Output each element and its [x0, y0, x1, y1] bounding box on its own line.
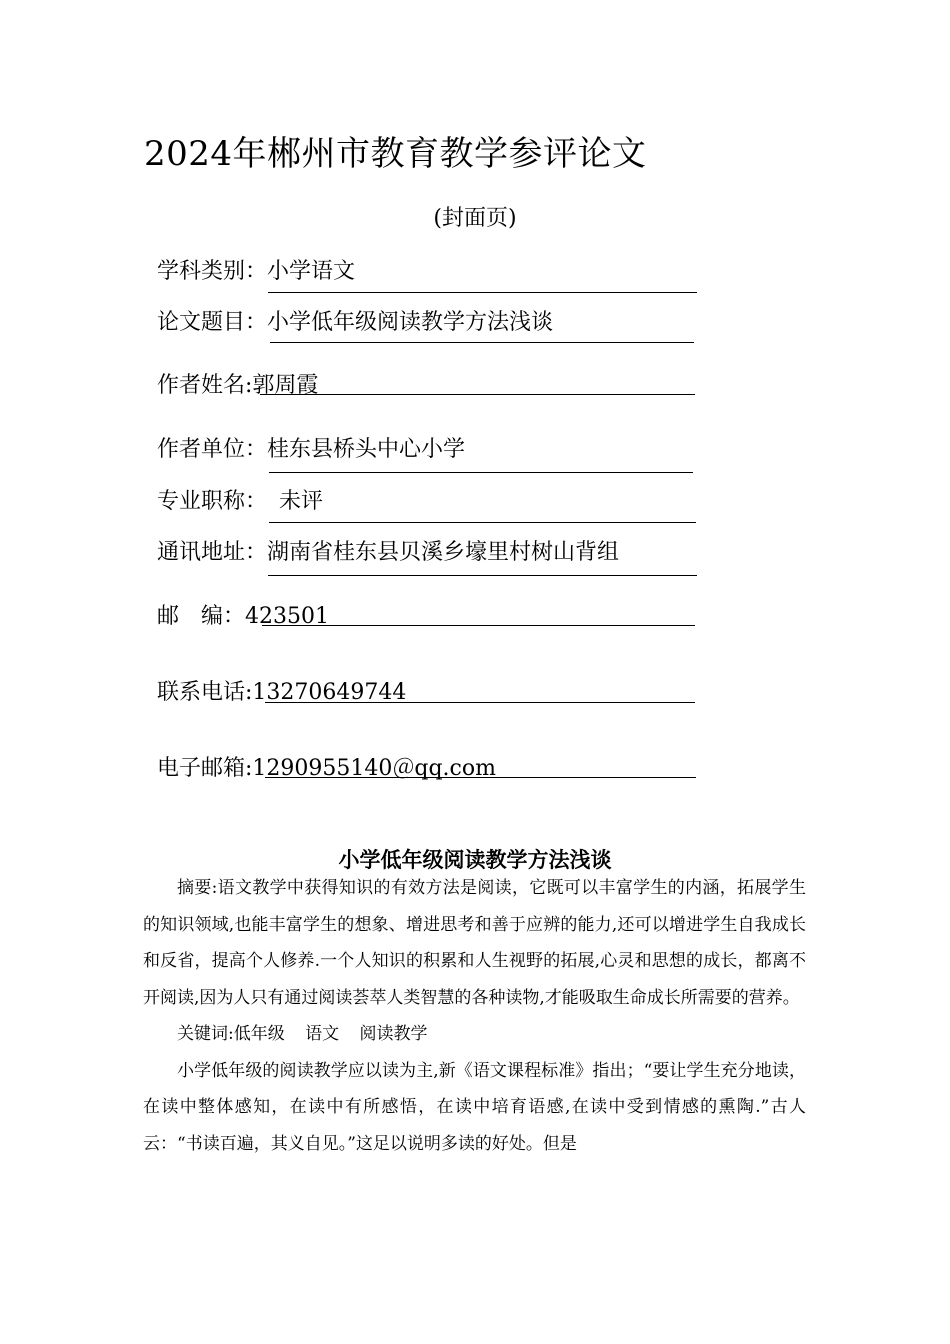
field-author-label: 作者姓名: [157, 373, 253, 398]
field-unit-value: 桂东县桥头中心小学 [267, 437, 466, 462]
field-rank-label: 专业职称： [157, 489, 268, 514]
keywords-label: 关键词: [177, 1024, 234, 1044]
body-paragraph: 小学低年级的阅读教学应以读为主,新《语文课程标准》指出；“要让学生充分地读，在读中整体感知，在读中有所感悟，在读中培育语感,在读中受到情感的熏陶.”古人云：“书读百遍，其义自见。”这足以说明多读的好处。但是 [143, 1060, 806, 1154]
field-unit-underline [269, 472, 693, 473]
field-phone-label: 联系电话: [157, 680, 253, 705]
field-rank-value: 未评 [279, 489, 324, 514]
field-subject [157, 254, 355, 285]
field-address-label: 通讯地址： [157, 540, 268, 565]
field-postcode-underline [262, 625, 695, 626]
paper-body [143, 870, 806, 1162]
field-topic-label: 论文题目： [157, 310, 268, 335]
field-phone-value: 13270649744 [252, 680, 407, 705]
field-author-underline [260, 394, 695, 395]
field-email-value: 1290955140＠qq.com [252, 756, 496, 781]
keywords-paragraph [143, 1016, 806, 1053]
field-subject-value: 小学语文 [267, 259, 356, 284]
field-subject-label: 学科类别： [157, 259, 268, 284]
field-rank-underline [269, 522, 696, 523]
field-author-value: 郭周霞 [252, 373, 319, 398]
field-postcode-label: 邮 编： [157, 604, 246, 629]
field-topic-value: 小学低年级阅读教学方法浅谈 [267, 310, 554, 335]
keyword: 阅读教学 [359, 1024, 428, 1044]
field-postcode-value: 423501 [245, 604, 329, 629]
field-phone-underline [265, 702, 695, 703]
cover-title: 2024年郴州市教育教学参评论文 [144, 134, 647, 174]
field-topic-underline [270, 342, 694, 343]
keyword: 低年级 [233, 1024, 285, 1044]
field-email-underline [265, 777, 696, 778]
field-unit [157, 432, 465, 463]
field-topic [157, 305, 553, 336]
keyword: 语文 [305, 1024, 340, 1044]
field-subject-underline [268, 292, 697, 293]
field-rank [157, 484, 323, 515]
field-address-value: 湖南省桂东县贝溪乡壕里村树山背组 [267, 540, 620, 565]
paper-title: 小学低年级阅读教学方法浅谈 [338, 848, 612, 872]
cover-subtitle: (封面页) [433, 206, 517, 231]
field-email-label: 电子邮箱: [157, 756, 253, 781]
field-unit-label: 作者单位： [157, 437, 268, 462]
abstract-paragraph: 摘要:语文教学中获得知识的有效方法是阅读，它既可以丰富学生的内涵，拓展学生的知识领域,也能丰富学生的想象、增进思考和善于应辨的能力,还可以增进学生自我成长和反省，提高个人修养.一个人知识的积累和人生视野的拓展,心灵和思想的成长，都离不开阅读,因为人只有通过阅读荟萃人类智慧的各种读物,才能吸取生命成长所需要的营养。 [143, 878, 806, 1008]
field-address [157, 535, 619, 566]
field-address-underline [268, 575, 697, 576]
